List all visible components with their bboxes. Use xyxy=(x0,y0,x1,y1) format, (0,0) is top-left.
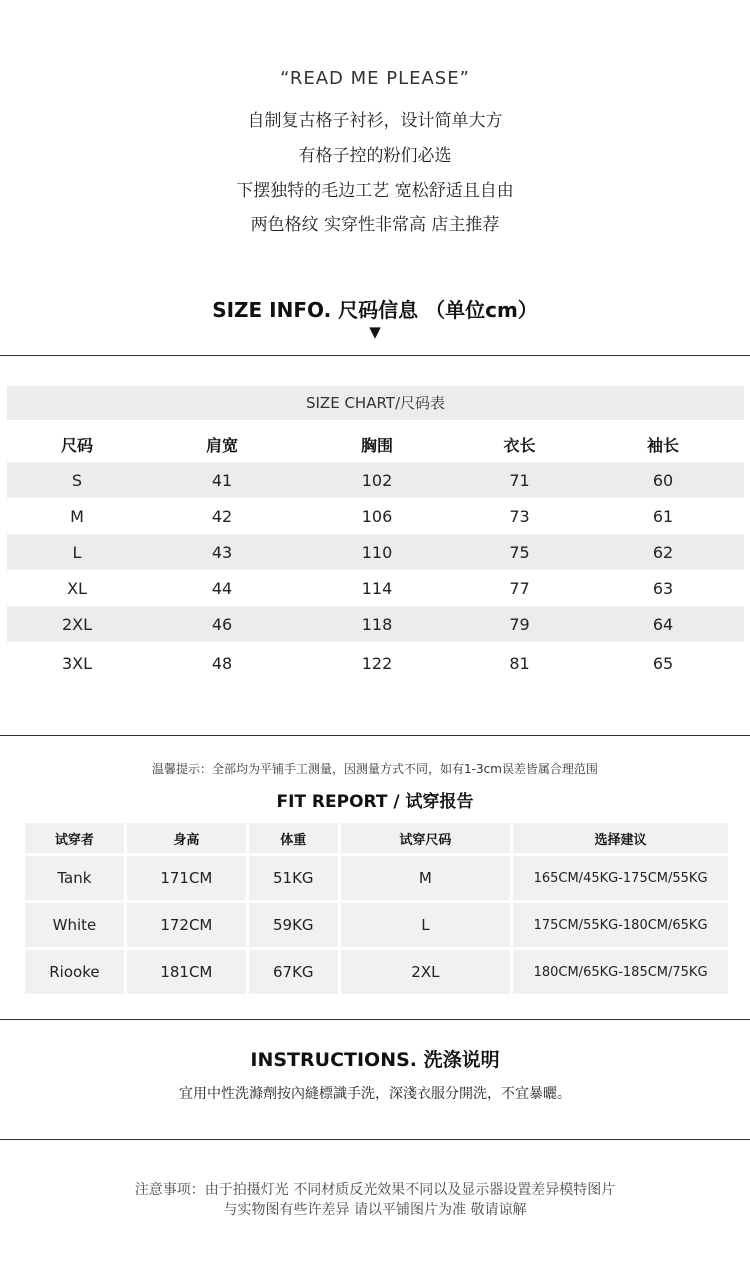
table-row xyxy=(7,606,744,642)
length-cell: 79 xyxy=(457,606,582,642)
table-row xyxy=(7,534,744,570)
size-cell: 2XL xyxy=(7,606,147,642)
fit-report-table xyxy=(22,820,731,997)
table-row xyxy=(25,856,728,900)
size-header-shoulder: 肩宽 xyxy=(205,435,238,455)
sleeve-cell: 61 xyxy=(652,506,674,526)
length-cell: 71 xyxy=(457,462,582,498)
intro-line-4: 两色格纹 实穿性非常高 店主推荐 xyxy=(250,215,500,235)
table-row xyxy=(25,903,728,947)
height-cell: 171CM xyxy=(127,856,246,900)
chest-cell: 118 xyxy=(297,606,457,642)
chest-cell: 110 xyxy=(297,534,457,570)
sleeve-cell: 64 xyxy=(582,606,744,642)
suggestion-cell: 180CM/65KG-185CM/75KG xyxy=(513,950,728,994)
divider xyxy=(0,1139,750,1140)
size-header-length: 衣长 xyxy=(503,435,536,455)
shoulder-cell: 46 xyxy=(147,606,297,642)
footer-note-line-1: 注意事项：由于拍摄灯光 不同材质反光效果不同以及显示器设置差异模特图片 xyxy=(134,1182,616,1198)
length-cell: 77 xyxy=(509,578,530,598)
size-cell: S xyxy=(7,462,147,498)
length-cell: 75 xyxy=(457,534,582,570)
weight-cell: 67KG xyxy=(249,950,338,994)
size-cell: 3XL xyxy=(61,653,93,673)
length-cell: 81 xyxy=(509,653,530,673)
length-cell: 73 xyxy=(509,506,530,526)
size-header-sleeve: 袖长 xyxy=(646,435,679,455)
shoulder-cell: 41 xyxy=(147,462,297,498)
chest-cell: 122 xyxy=(361,653,393,673)
sleeve-cell: 60 xyxy=(582,462,744,498)
size-cell: M xyxy=(70,506,84,526)
divider xyxy=(0,355,750,356)
fit-header-weight: 体重 xyxy=(249,823,338,853)
divider xyxy=(0,1019,750,1020)
table-row xyxy=(7,570,744,606)
footer-note-line-2: 与实物图有些许差异 请以平铺图片为准 敬请谅解 xyxy=(223,1202,527,1218)
shoulder-cell: 48 xyxy=(211,653,233,673)
table-row xyxy=(7,498,744,534)
size-header-chest: 胸围 xyxy=(360,435,393,455)
table-row xyxy=(7,642,744,684)
table-row xyxy=(25,950,728,994)
size-header-size: 尺码 xyxy=(60,435,93,455)
suggestion-cell: 175CM/55KG-180CM/65KG xyxy=(513,903,728,947)
weight-cell: 59KG xyxy=(249,903,338,947)
size-cell: XL xyxy=(67,578,87,598)
instructions-text: 宜用中性洗滌劑按內縫標識手洗，深淺衣服分開洗，不宜暴曬。 xyxy=(179,1086,571,1102)
sleeve-cell: 62 xyxy=(582,534,744,570)
fit-header-height: 身高 xyxy=(127,823,246,853)
intro-line-2: 有格子控的粉们必选 xyxy=(298,146,452,166)
fit-header-size: 试穿尺码 xyxy=(341,823,510,853)
intro-title: “READ ME PLEASE” xyxy=(280,68,470,89)
sleeve-cell: 63 xyxy=(652,578,674,598)
size-table xyxy=(7,426,744,684)
intro-line-1: 自制复古格子衬衫，设计简单大方 xyxy=(247,111,503,131)
fit-header-suggestion: 选择建议 xyxy=(513,823,728,853)
fit-table-header xyxy=(25,823,728,853)
height-cell: 181CM xyxy=(127,950,246,994)
size-chart-label: SIZE CHART/尺码表 xyxy=(7,386,744,420)
down-arrow-icon: ▼ xyxy=(369,323,381,341)
fit-header-wearer: 试穿者 xyxy=(25,823,124,853)
measurement-tip: 温馨提示：全部均为平铺手工测量，因测量方式不同，如有1-3cm误差皆属合理范围 xyxy=(152,762,598,776)
table-row xyxy=(7,462,744,498)
shoulder-cell: 44 xyxy=(211,578,233,598)
height-cell: 172CM xyxy=(127,903,246,947)
weight-cell: 51KG xyxy=(249,856,338,900)
fit-size-cell: L xyxy=(341,903,510,947)
wearer-cell: Tank xyxy=(25,856,124,900)
fit-report-title: FIT REPORT / 试穿报告 xyxy=(276,792,474,812)
wearer-cell: Riooke xyxy=(25,950,124,994)
wearer-cell: White xyxy=(25,903,124,947)
fit-size-cell: M xyxy=(341,856,510,900)
chest-cell: 106 xyxy=(361,506,393,526)
divider xyxy=(0,735,750,736)
shoulder-cell: 43 xyxy=(147,534,297,570)
intro-line-3: 下摆独特的毛边工艺 宽松舒适且自由 xyxy=(236,181,514,201)
size-cell: L xyxy=(7,534,147,570)
shoulder-cell: 42 xyxy=(211,506,233,526)
chest-cell: 102 xyxy=(297,462,457,498)
instructions-title: INSTRUCTIONS. 洗涤说明 xyxy=(250,1049,500,1071)
fit-size-cell: 2XL xyxy=(341,950,510,994)
suggestion-cell: 165CM/45KG-175CM/55KG xyxy=(513,856,728,900)
size-table-header xyxy=(7,426,744,462)
chest-cell: 114 xyxy=(361,578,393,598)
sleeve-cell: 65 xyxy=(652,653,674,673)
size-info-title: SIZE INFO. 尺码信息 （单位cm） xyxy=(212,298,538,322)
